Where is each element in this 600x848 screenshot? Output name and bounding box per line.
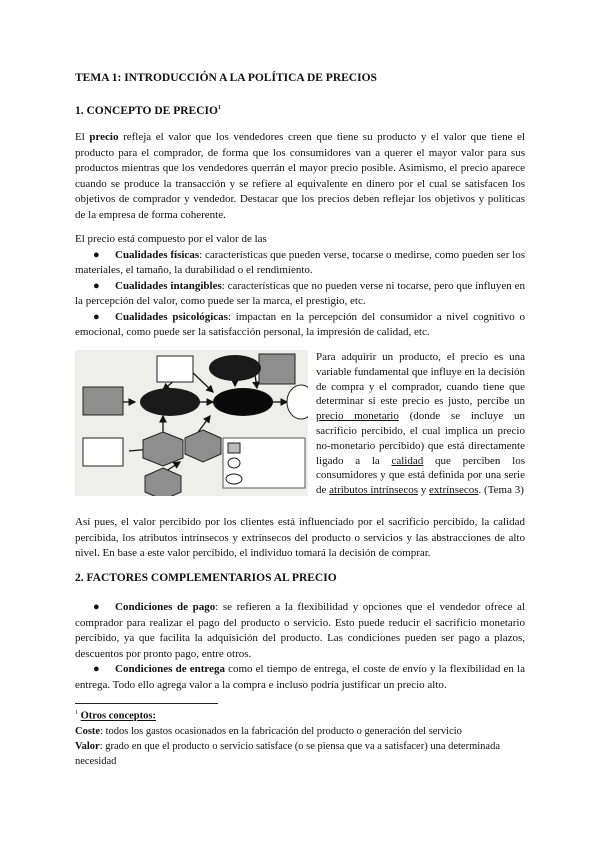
section1-heading: 1. CONCEPTO DE PRECIO$^1$: [75, 104, 221, 117]
perceived-value-diagram: [75, 350, 308, 496]
qualities-list: El precio está compuesto por el valor de las ● Cualidades físicas: características que pueden verse, tocarse o medirse, como pueden ser los materiales, el tamaño, la durabilidad o el rendimiento. ● Cualidades intangibles: características que no pueden verse ni tocarse, pero que influyen en la percepción del valor, como puede ser la marca, el prestigio, etc. ● Cualidades psicológicas: impactan en la percepción del consumidor a nivel cognitivo o emocional, como puede ser la satisfacción personal, la impresión de calidad, etc.: [75, 232, 525, 341]
section2-heading: 2. FACTORES COMPLEMENTARIOS AL PRECIO: [75, 572, 337, 584]
list-item: ● Condiciones de pago: se refieren a la flexibilidad y opciones que el vendedor ofrece al comprador para realizar el pago del producto o servicio. Esto puede reducir el sacrificio monetario percibido, ya que facilita la adquisición del producto. Las condiciones pueden ser pago a plazos, descuentos por pronto pago, entre otros.: [75, 601, 525, 660]
footnote-divider: [75, 703, 218, 704]
list-item: ● Condiciones de entrega como el tiempo de entrega, el coste de envío y la flexibilidad en la entrega. Todo ello agrega valor a la compra e incluso podría justificar un precio alto.: [75, 663, 525, 691]
list-item: ● Cualidades físicas: características que pueden verse, tocarse o medirse, como pueden ser los materiales, el tamaño, la durabilidad o el rendimiento.: [75, 248, 525, 276]
document-title: TEMA 1: INTRODUCCIÓN A LA POLÍTICA DE PRECIOS: [75, 72, 377, 84]
list-item: ● Cualidades intangibles: características que no pueden verse ni tocarse, pero que influyen en la percepción del valor, como puede ser la marca, el prestigio, etc.: [75, 279, 525, 307]
diagram-side-text: Para adquirir un producto, el precio es una variable fundamental que influye en la decisión de compra y el comprador, cuando tiene que determinar si este precio es justo, percibe un precio monetario (donde se incluye un sacrificio percibido, el cual implica un precio no-monetario percibido) que está directamente ligado a la calidad que perciben los consumidores y que está definida por una serie de atributos intrínsecos y extrínsecos. (Tema 3): [316, 351, 525, 497]
footnote-ref[interactable]: 1: [217, 105, 221, 111]
list-item: ● Cualidades psicológicas: impactan en la percepción del consumidor a nivel cognitivo o emocional, como puede ser la satisfacción personal, la impresión de calidad, etc.: [75, 310, 525, 338]
footnote-item: Valor: grado en que el producto o servicio satisface (o se piensa que va a satisfacer) una determinada necesidad: [75, 740, 500, 767]
paragraph-valor-percibido: Así pues, el valor percibido por los clientes está influenciado por el sacrificio percibido, la calidad percibida, los atributos intrínsecos y extrínsecos del producto o servicios y las abstracciones de alto nivel. En base a este valor percibido, el individuo tomará la decisión de comprar.: [75, 516, 525, 559]
paragraph-precio: El precio refleja el valor que los vendedores creen que tiene su producto y el valor que tiene el producto para el comprador, de forma que los consumidores van a querer el mayor valor para sus productos mientras que los vendedores querrán el mayor precio posible. Asimismo, el precio aparece cuando se produce la transacción y se refiere al equivalente en dinero por el cual se satisfacen los objetivos de comprador y vendedor. Destacar que los precios deben reflejar los objetivos y políticas de la empresa de forma coherente.: [75, 131, 525, 221]
footnote-item: Coste: todos los gastos ocasionados en la fabricación del producto o generación del servicio: [75, 725, 462, 737]
footnote: $^1$ Otros conceptos: Coste: todos los gastos ocasionados en la fabricación del producto o generación del servicio Valor: grado en que el producto o servicio satisface (o se piensa que va a satisfacer) una determinada necesidad: [75, 706, 535, 769]
factors-list: [75, 600, 525, 693]
